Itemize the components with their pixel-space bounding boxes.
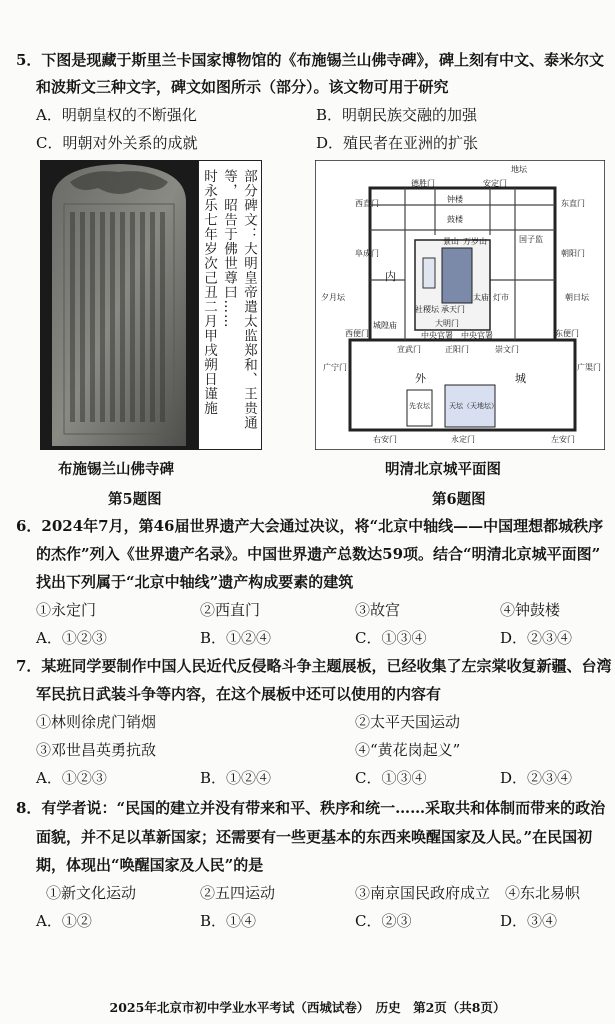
q5-option-d[interactable]: D．殖民者在亚洲的扩张 [316,134,479,152]
inscription-box [198,160,262,450]
q7-stem-line2: 军民抗日武装斗争等内容，在这个展板中还可以使用的内容有 [36,685,442,703]
map-label-damingmen: 大明门 [435,319,459,328]
q6-choice-b[interactable]: B．①②④ [200,629,272,647]
stele-caption: 布施锡兰山佛寺碑 [58,461,174,478]
map-label-zhongyangguanshu-w: 中央官署 [421,331,453,340]
map-label-taimiao: 太庙 [473,293,489,302]
q8-item-2: ②五四运动 [200,884,276,902]
q7-item-3: ③邓世昌英勇抗敌 [36,741,157,759]
map-label-cheng: 城 [515,372,526,385]
map-label-yongdingmen: 永定门 [451,435,475,444]
map-label-chenghuangmiao: 城隍庙 [373,321,397,330]
map-label-xizhimen: 西直门 [355,199,379,208]
q6-choice-c[interactable]: C．①③④ [355,629,427,647]
q8-item-4: ④东北易帜 [505,884,581,902]
map-label-xiannongtan: 先农坛 [409,402,430,410]
map-label-gulou: 鼓楼 [447,215,463,224]
map-label-ritan: 朝日坛 [565,293,589,302]
q8-item-1: ①新文化运动 [46,884,137,902]
map-label-guozijian: 国子监 [519,235,543,244]
q5-option-b[interactable]: B．明朝民族交融的加强 [316,106,478,124]
beijing-city-map [315,160,605,450]
q6-stem-line1: 6．2024年7月，第46届世界遗产大会通过决议，将“北京中轴线——中国理想都城秩序 [16,517,604,535]
map-label-dongzhimen: 东直门 [561,199,585,208]
map-caption: 明清北京城平面图 [385,461,501,478]
inscription-col-2: 等，昭告于佛世尊曰…… [221,169,237,329]
q8-choice-a[interactable]: A．①② [36,912,92,930]
map-label-chengtian: 承天门 [441,305,465,314]
map-label-youanmen: 右安门 [373,435,397,444]
page-footer: 2025年北京市初中学业水平考试（西城试卷） 历史 第2页（共8页） [109,1000,506,1015]
map-label-jingshan: 景山 [443,237,459,246]
q7-choice-d[interactable]: D．②③④ [500,769,573,787]
q8-item-3: ③南京国民政府成立 [355,884,491,902]
q6-choice-d[interactable]: D．②③④ [500,629,573,647]
q6-item-4: ④钟鼓楼 [500,601,561,619]
map-label-tiantan: 天坛（天地坛） [449,402,498,410]
map-label-guanganmen: 广宁门 [323,363,347,372]
map-label-nei: 内 [385,270,396,283]
map-label-guangqumen: 广渠门 [577,363,601,372]
map-label-wansuishan: 万岁山 [463,237,487,246]
map-label-chongwenmen: 崇文门 [495,345,519,354]
q5-option-a[interactable]: A．明朝皇权的不断强化 [36,106,197,124]
map-label-zhengyangmen: 正阳门 [445,345,469,354]
map-label-deshengmen: 德胜门 [411,179,435,188]
inscription-col-3: 时永乐七年岁次己丑二月甲戌朔日谨施 [201,169,217,416]
map-label-dengshi: 灯市 [493,293,509,302]
map-label-sheji: 社稷坛 [415,305,439,314]
stele-photo [40,160,198,450]
map-label-zhonglou: 钟楼 [447,195,463,204]
map-label-zhongyangguanshu-e: 中央官署 [461,331,493,340]
q6-choice-a[interactable]: A．①②③ [36,629,107,647]
map-label-ditan: 地坛 [511,165,527,174]
q6-stem-line2: 的杰作”列入《世界遗产名录》。中国世界遗产总数达59项。结合“明清北京城平面图” [36,545,601,563]
map-label-fuchengmen: 阜成门 [355,249,379,258]
map-label-wai: 外 [415,372,426,385]
q8-choice-c[interactable]: C．②③ [355,912,412,930]
q5-stem-line1: 5．下图是现藏于斯里兰卡国家博物馆的《布施锡兰山佛寺碑》，碑上刻有中文、泰米尔文 [16,51,604,69]
map-label-xuanwumen: 宣武门 [397,345,421,354]
q8-stem-line1: 8．有学者说：“民国的建立并没有带来和平、秩序和统一……采取共和体制而带来的政治 [16,799,606,817]
map-label-dongbianmen: 东便门 [555,329,579,338]
q7-item-2: ②太平天国运动 [355,713,461,731]
q8-stem-line2: 面貌，并不足以革新国家；还需要有一些更基本的东西来唤醒国家及人民。”在民国初 [36,828,593,846]
map-label-andingmen: 安定门 [483,179,507,188]
q8-choice-b[interactable]: B．①④ [200,912,257,930]
map-label-xibianmen: 西便门 [345,329,369,338]
q8-stem-line3: 期，体现出“唤醒国家及人民”的是 [36,856,264,874]
inscription-col-1: 部分碑文：大明皇帝遣太监郑和、王贵通 [241,169,257,430]
q6-item-3: ③故宫 [355,601,401,619]
q6-item-2: ②西直门 [200,601,261,619]
q7-item-4: ④“黄花岗起义” [355,741,461,759]
q8-choice-d[interactable]: D．③④ [500,912,558,930]
q5-figure-label: 第5题图 [108,491,162,508]
q7-choice-b[interactable]: B．①②④ [200,769,272,787]
q6-item-1: ①永定门 [36,601,97,619]
q7-stem-line1: 7．某班同学要制作中国人民近代反侵略斗争主题展板，已经收集了左宗棠收复新疆、台湾 [16,657,612,675]
map-label-yuetan: 夕月坛 [321,293,345,302]
q7-item-1: ①林则徐虎门销烟 [36,713,157,731]
q5-option-c[interactable]: C．明朝对外关系的成就 [36,134,198,152]
q6-figure-label: 第6题图 [432,491,486,508]
q5-stem-line2: 和波斯文三种文字，碑文如图所示（部分）。该文物可用于研究 [36,78,449,96]
q7-choice-a[interactable]: A．①②③ [36,769,107,787]
q7-choice-c[interactable]: C．①③④ [355,769,427,787]
q6-stem-line3: 找出下列属于“北京中轴线”遗产构成要素的建筑 [36,573,354,591]
map-label-chaoyangmen: 朝阳门 [561,249,585,258]
map-label-zuoanmen: 左安门 [551,435,575,444]
